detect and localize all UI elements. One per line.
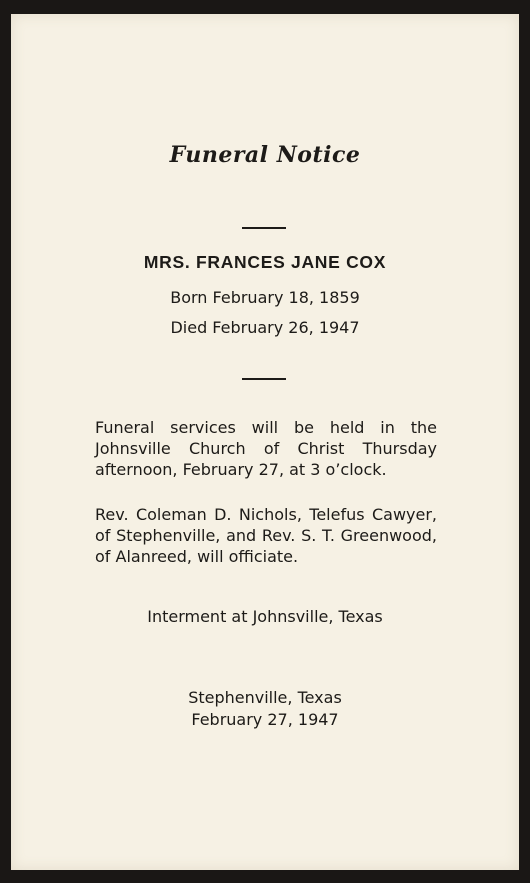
- birth-date: Born February 18, 1859: [170, 288, 360, 307]
- funeral-notice-card: [11, 14, 519, 870]
- officiants-paragraph: Rev. Coleman D. Nichols, Telefus Cawyer, of Stephenville, and Rev. S. T. Greenwood, of Alanreed, will officiate.: [95, 505, 437, 566]
- divider-bottom: [242, 378, 286, 380]
- notice-title: Funeral Notice: [169, 142, 361, 168]
- death-date: Died February 26, 1947: [170, 318, 360, 337]
- interment-line: Interment at Johnsville, Texas: [147, 607, 383, 626]
- place-line: Stephenville, Texas: [188, 688, 342, 707]
- divider-top: [242, 227, 286, 229]
- services-paragraph: Funeral services will be held in the Johnsville Church of Christ Thursday afternoon, February 27, at 3 o’clock.: [95, 418, 437, 479]
- deceased-name: MRS. FRANCES JANE COX: [143, 252, 387, 272]
- notice-date: February 27, 1947: [191, 710, 339, 729]
